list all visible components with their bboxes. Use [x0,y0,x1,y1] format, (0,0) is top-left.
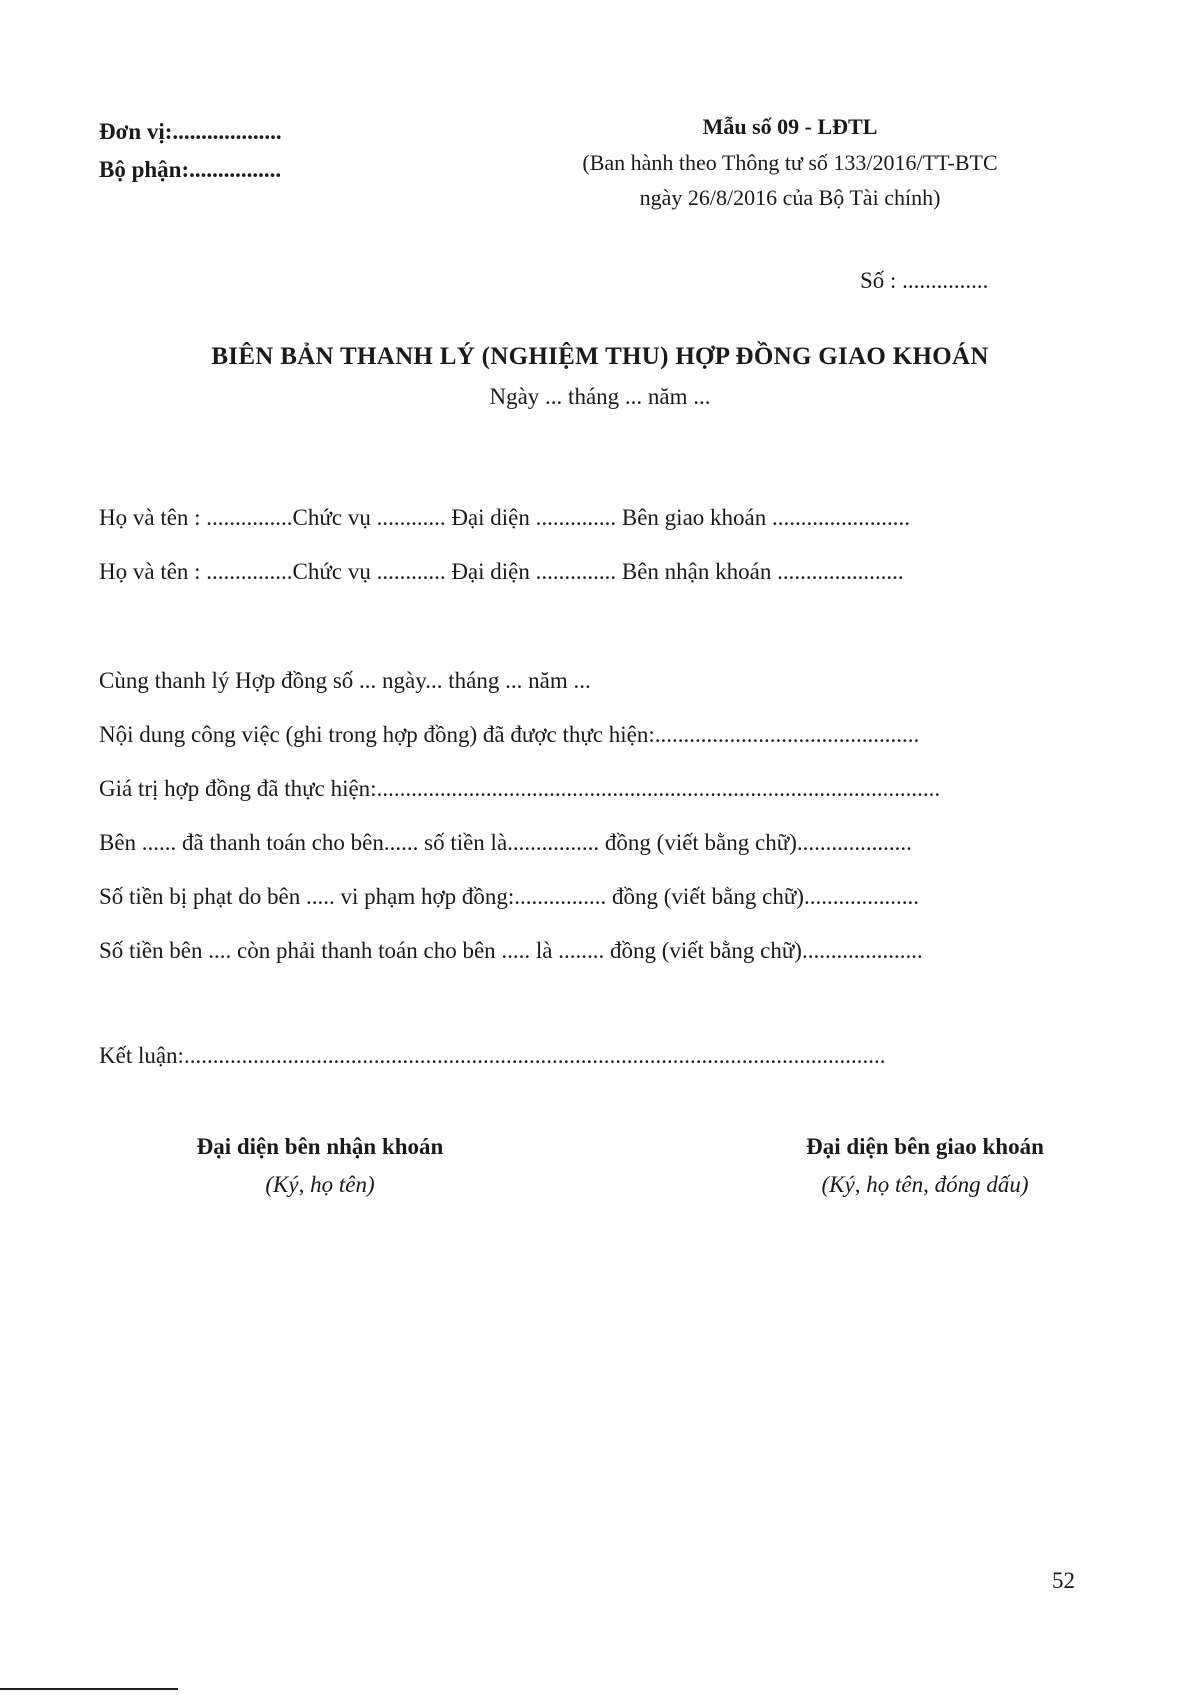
party-line-giao-khoan: Họ và tên : ...............Chức vụ ............ Đại diện .............. Bên giao khoán ........................ [99,505,910,530]
body-line-contract: Cùng thanh lý Hợp đồng số ... ngày... tháng ... năm ... [99,668,591,693]
conclusion-line: Kết luận:.......................................................................................................................... [99,1043,886,1068]
body-line-contract-value: Giá trị hợp đồng đã thực hiện:.................................................................................................. [99,776,941,801]
signature-right-note: (Ký, họ tên, đóng dấu) [821,1172,1029,1197]
document-date: Ngày ... tháng ... năm ... [489,384,711,409]
footer-rule [0,1688,178,1690]
body-line-paid: Bên ...... đã thanh toán cho bên...... số tiền là................ đồng (viết bằng chữ).................... [99,830,912,855]
signature-left-title: Đại diện bên nhận khoán [196,1134,444,1159]
issued-date: ngày 26/8/2016 của Bộ Tài chính) [639,185,941,210]
signature-left-note: (Ký, họ tên) [265,1172,375,1197]
signature-right-title: Đại diện bên giao khoán [806,1134,1044,1159]
party-line-nhan-khoan: Họ và tên : ...............Chức vụ ............ Đại diện .............. Bên nhận khoán ...................... [99,559,904,584]
body-line-penalty: Số tiền bị phạt do bên ..... vi phạm hợp đồng:................ đồng (viết bằng chữ).................... [99,884,919,909]
issued-by: (Ban hành theo Thông tư số 133/2016/TT-BTC [582,150,998,175]
page-number: 52 [1052,1568,1075,1593]
department-field: Bộ phận:................ [99,157,282,182]
unit-field: Đơn vị:................... [99,119,282,144]
document-number: Số : ............... [860,268,989,293]
body-line-remaining: Số tiền bên .... còn phải thanh toán cho bên ..... là ........ đồng (viết bằng chữ)..................... [99,938,923,963]
body-line-work-content: Nội dung công việc (ghi trong hợp đồng) đã được thực hiện:.............................................. [99,722,920,747]
document-title: BIÊN BẢN THANH LÝ (NGHIỆM THU) HỢP ĐỒNG GIAO KHOÁN [211,343,989,370]
form-code: Mẫu số 09 - LĐTL [702,114,878,139]
